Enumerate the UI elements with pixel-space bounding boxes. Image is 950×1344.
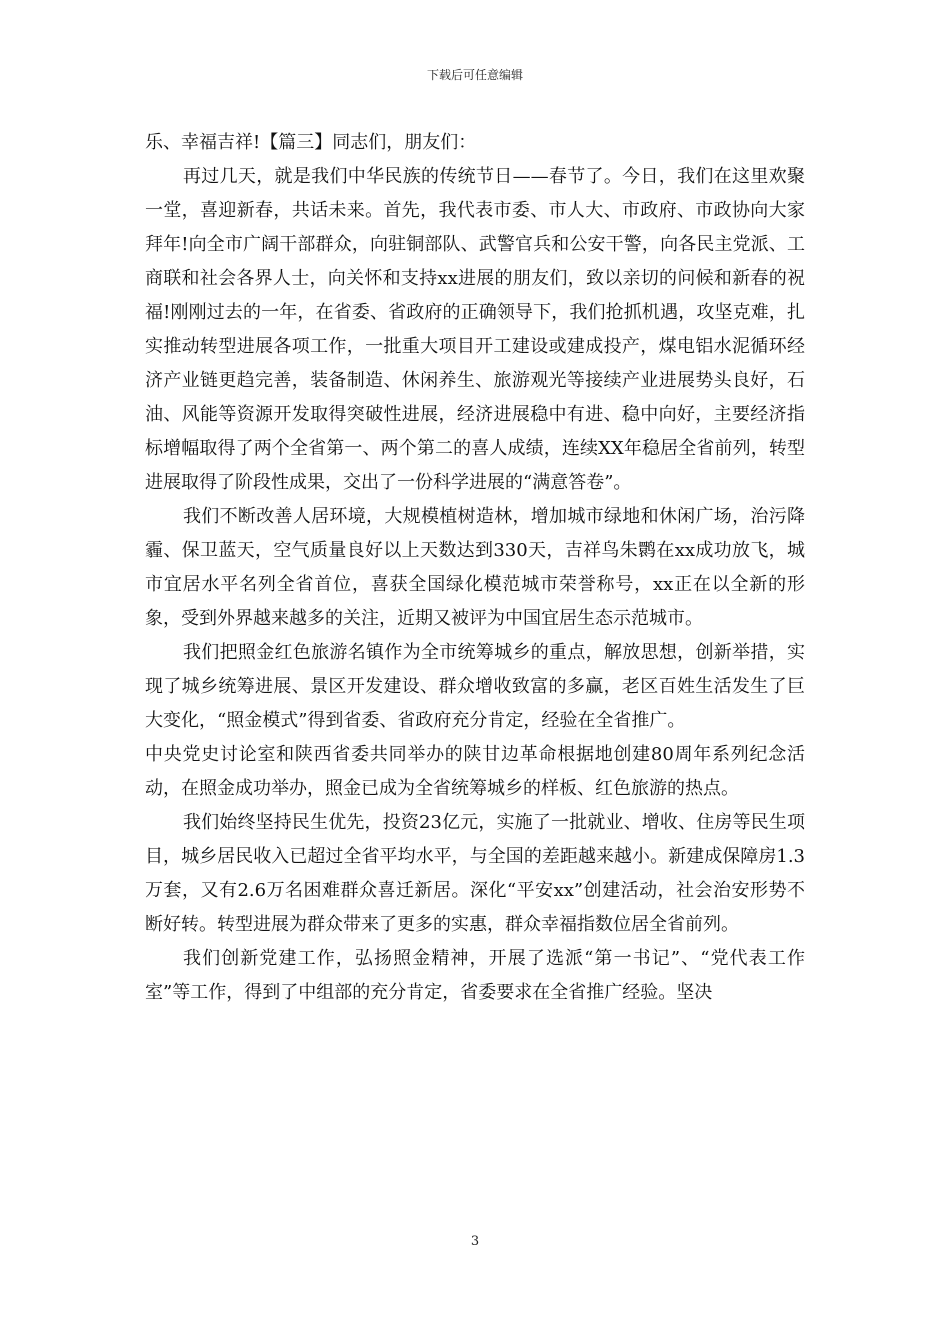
paragraph: 我们把照金红色旅游名镇作为全市统筹城乡的重点，解放思想，创新举措，实现了城乡统筹进展、景区开发建设、群众增收致富的多赢，老区百姓生活发生了巨大变化，“照金模式”得到省委、省政府充分肯定，经验在全省推广。 <box>145 642 805 731</box>
paragraph: 我们创新党建工作，弘扬照金精神，开展了选派“第一书记”、“党代表工作室”等工作，得到了中组部的充分肯定，省委要求在全省推广经验。坚决 <box>145 948 805 1003</box>
paragraph: 我们始终坚持民生优先，投资23亿元，实施了一批就业、增收、住房等民生项目，城乡居民收入已超过全省平均水平，与全国的差距越来越小。新建成保障房1.3万套，又有2.6万名困难群众喜迁新居。深化“平安xx”创建活动，社会治安形势不断好转。转型进展为群众带来了更多的实惠，群众幸福指数位居全省前列。 <box>145 812 805 935</box>
document-body <box>145 126 805 1010</box>
paragraph: 我们不断改善人居环境，大规模植树造林，增加城市绿地和休闲广场，治污降霾、保卫蓝天，空气质量良好以上天数达到330天，吉祥鸟朱鹮在xx成功放飞，城市宜居水平名列全省首位，喜获全国绿化模范城市荣誉称号，xx正在以全新的形象，受到外界越来越多的关注，近期又被评为中国宜居生态示范城市。 <box>145 506 805 629</box>
page-number: 3 <box>470 1234 480 1249</box>
paragraph: 中央党史讨论室和陕西省委共同举办的陕甘边革命根据地创建80周年系列纪念活动，在照金成功举办，照金已成为全省统筹城乡的样板、红色旅游的热点。 <box>145 744 805 799</box>
paragraph: 再过几天，就是我们中华民族的传统节日——春节了。今日，我们在这里欢聚一堂，喜迎新春，共话未来。首先，我代表市委、市人大、市政府、市政协向大家拜年!向全市广阔干部群众，向驻铜部队、武警官兵和公安干警，向各民主党派、工商联和社会各界人士，向关怀和支持xx进展的朋友们，致以亲切的问候和新春的祝福!刚刚过去的一年，在省委、省政府的正确领导下，我们抢抓机遇，攻坚克难，扎实推动转型进展各项工作，一批重大项目开工建设或建成投产，煤电铝水泥循环经济产业链更趋完善，装备制造、休闲养生、旅游观光等接续产业进展势头良好，石油、风能等资源开发取得突破性进展，经济进展稳中有进、稳中向好，主要经济指标增幅取得了两个全省第一、两个第二的喜人成绩，连续XX年稳居全省前列，转型进展取得了阶段性成果，交出了一份科学进展的“满意答卷”。 <box>145 166 805 493</box>
page-header: 下载后可任意编辑 <box>426 68 523 82</box>
paragraph-continuation: 乐、幸福吉祥!【篇三】同志们，朋友们： <box>145 132 477 153</box>
